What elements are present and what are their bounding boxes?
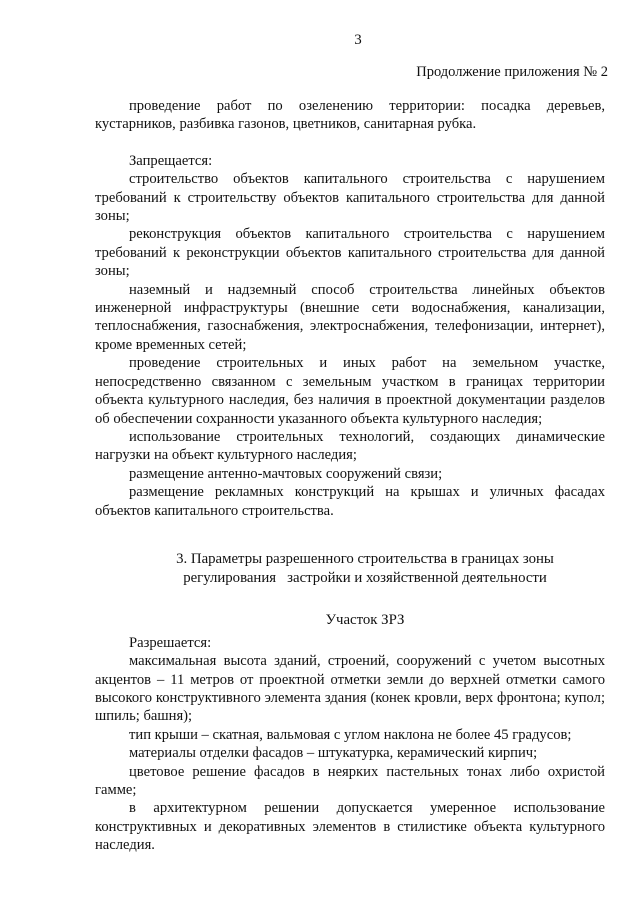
allowed-item: тип крыши – скатная, вальмовая с углом наклона не более 45 градусов; <box>129 726 572 743</box>
prohibited-item: реконструкция объектов капитального строительства с нарушением требований к реконструкции объектов капитального строительства для данной зоны; <box>95 226 605 280</box>
prohibited-item: проведение строительных и иных работ на земельном участке, непосредственно связанном с земельным участком в границах территории объекта культурного наследия, без наличия в проектной документации разделов об обеспечении сохранности указанного объекта культурного наследия; <box>95 355 605 427</box>
allowed-item: максимальная высота зданий, строений, сооружений с учетом высотных акцентов – 11 метров от проектной отметки земли до верхней отметки самого высокого конструктивного элемента здания (конек кровли, верх фронтона; купол; шпиль; башня); <box>95 653 605 725</box>
subsection-heading: Участок ЗРЗ <box>325 612 405 629</box>
section-heading <box>95 550 605 587</box>
paragraph-landscaping: проведение работ по озеленению территории: посадка деревьев, кустарников, разбивка газонов, цветников, санитарная рубка. <box>95 98 605 133</box>
allowed-item: материалы отделки фасадов – штукатурка, керамический кирпич; <box>129 745 538 762</box>
allowed-label: Разрешается: <box>129 634 212 651</box>
prohibited-item: размещение антенно-мачтовых сооружений связи; <box>129 465 443 482</box>
prohibited-item: размещение рекламных конструкций на крышах и уличных фасадах объектов капитального строительства. <box>95 484 605 519</box>
appendix-continuation-note: Продолжение приложения № 2 <box>416 64 608 80</box>
prohibited-item: использование строительных технологий, создающих динамические нагрузки на объект культурного наследия; <box>95 428 605 464</box>
section-heading-line-1: 3. Параметры разрешенного строительства в границах зоны <box>176 550 554 567</box>
allowed-item: в архитектурном решении допускается умеренное использование конструктивных и декоративных элементов в стилистике объекта культурного наследия. <box>95 800 605 854</box>
section-heading-line-2: регулирования застройки и хозяйственной деятельности <box>183 569 547 586</box>
prohibited-item: наземный и надземный способ строительства линейных объектов инженерной инфраструктуры (внешние сети водоснабжения, канализации, теплоснабжения, газоснабжения, электроснабжения, телефонизации, интернет), кроме временных сетей; <box>95 281 605 353</box>
allowed-item: цветовое решение фасадов в неярких пастельных тонах либо охристой гамме; <box>95 763 605 798</box>
document-body <box>95 97 605 855</box>
page-number: 3 <box>354 32 362 48</box>
prohibited-item: строительство объектов капитального строительства с нарушением требований к строительству объектов капитального строительства для данной зоны; <box>95 171 605 225</box>
prohibited-label: Запрещается: <box>129 152 213 169</box>
